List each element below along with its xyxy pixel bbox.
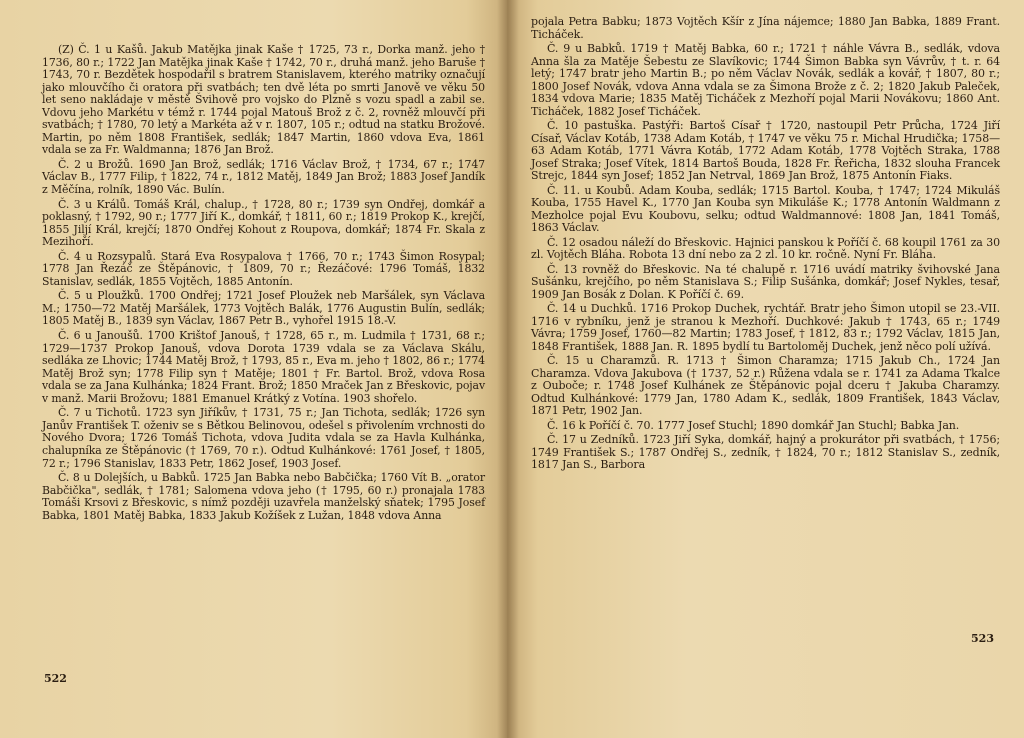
paragraph-house-1: (Z) Č. 1 u Kašů. Jakub Matějka jinak Kaše † 1725, 73 r., Dorka manž. jeho † 1736, 80 r.; 1722 Jan Matějka jinak Kaše † 1742, 70 r., druhá manž. jeho Baruše † 1743, 70 r. Bezdětek hospodařil s bratrem Stanislavem, kterého matriky označují jako mlouvčího či oratora při svatbách; ten dvě léta po smrti Janově ve věku 50 let seno nakládaje v městě Švihově pro vojsko do Plzně s vozu spadl a zabil se. Vdovu jeho Markétu v témž r. 1744 pojal Matouš Brož z č. 2, rovněž mlouvčí při svatbách; † 1780, 70 letý a Markéta až v r. 1807, 105 r.; odtud na statku Brožové. Martin, po něm 1808 František, sedlák; 1847 Martin, 1860 vdova Eva, 1861 vdala se za Fr. Waldmanna; 1876 Jan Brož. [42, 43, 485, 157]
paragraph-house-7: Č. 7 u Tichotů. 1723 syn Jiříkův, † 1731, 75 r.; Jan Tichota, sedlák; 1726 syn Janův František T. oženiv se s Bětkou Belinovou, odešel s přivolením vrchnosti do Nového Dvora; 1726 Tomáš Tichota, vdova Judita vdala se za Havla Kulhánka, chalupníka ze Štěpánovic († 1769, 70 r.). Odtud Kulhánkové: 1761 Josef, † 1805, 72 r.; 1796 Stanislav, 1833 Petr, 1862 Josef, 1903 Josef. [42, 406, 485, 470]
paragraph-house-16: Č. 16 k Poříčí č. 70. 1777 Josef Stuchl; 1890 domkář Jan Stuchl; Babka Jan. [547, 418, 960, 432]
paragraph-house-3: Č. 3 u Králů. Tomáš Král, chalup., † 1728, 80 r.; 1739 syn Ondřej, domkář a poklasný, † 1792, 90 r.; 1777 Jiří K., domkář, † 1811, 60 r.; 1819 Prokop K., krejčí, 1855 Jiljí Král, krejčí; 1870 Ondřej Kohout z Roupova, domkář; 1874 Fr. Skala z Mezihoří. [42, 197, 485, 249]
paragraph-house-12: Č. 12 osadou náleží do Břeskovic. Hajnici panskou k Poříčí č. 68 koupil 1761 za 30 zl. Vojtěch Bláha. Robota 13 dní nebo za 2 zl. 10 kr. ročně. Nyní Fr. Bláha. [531, 235, 1000, 261]
paragraph-house-17: Č. 17 u Zedníků. 1723 Jiří Syka, domkář, hajný a prokurátor při svatbách, † 1756; 1749 František S.; 1787 Ondřej S., zedník, † 1824, 70 r.; 1812 Stanislav S., zedník, 1817 Jan S., Barbora [531, 433, 1000, 471]
left-page [0, 0, 507, 738]
page-number-right: 523 [971, 632, 994, 645]
paragraph-house-13: Č. 13 rovněž do Břeskovic. Na té chalupě r. 1716 uvádí matriky švihovské Jana Sušánku, krejčího, po něm Stanislava S.; Filip Sušánka, domkář; Josef Nykles, tesař, 1909 Jan Bosák z Dolan. K Poříčí č. 69. [531, 262, 1000, 301]
paragraph-house-4: Č. 4 u Rozsypalů. Stará Eva Rosypalova † 1766, 70 r.; 1743 Šimon Rosypal; 1778 Jan Řezáč ze Štěpánovic, † 1809, 70 r.; Řezáčové: 1796 Tomáš, 1832 Stanislav, sedlák, 1855 Vojtěch, 1885 Antonín. [42, 249, 485, 288]
paragraph-continuation: pojala Petra Babku; 1873 Vojtěch Kšír z Jína nájemce; 1880 Jan Babka, 1889 Frant. Ticháček. [531, 15, 1000, 41]
paragraph-house-14: Č. 14 u Duchků. 1716 Prokop Duchek, rychtář. Bratr jeho Šimon utopil se 23.-VII. 1716 v rybníku, jenž je stranou k Mezhoří. Duchkové: Jakub † 1743, 65 r.; 1749 Vávra; 1759 Josef, 1760—82 Martin; 1783 Josef, † 1812, 83 r.; 1792 Václav, 1815 Jan, 1848 František, 1888 Jan. R. 1895 bydlí tu Bartoloměj Duchek, jenž něco polí užívá. [531, 302, 1000, 353]
paragraph-house-8: Č. 8 u Dolejších, u Babků. 1725 Jan Babka nebo Babčička; 1760 Vít B. „orator Babčička", sedlák, † 1781; Salomena vdova jeho († 1795, 60 r.) pronajala 1783 Tomáši Krsovi z Břeskovic, s nímž později uzavřela manželský sňatek; 1795 Josef Babka, 1801 Matěj Babka, 1833 Jakub Kožíšek z Lužan, 1848 vdova Anna [42, 471, 485, 522]
paragraph-house-5: Č. 5 u Ploužků. 1700 Ondřej; 1721 Josef Ploužek neb Maršálek, syn Václava M.; 1750—72 Matěj Maršálek, 1773 Vojtěch Balák, 1776 Augustin Bulín, sedlák; 1805 Matěj B., 1839 syn Václav, 1867 Petr B., vyhořel 1915 18.-V. [42, 289, 485, 328]
paragraph-house-9: Č. 9 u Babků. 1719 † Matěj Babka, 60 r.; 1721 † náhle Vávra B., sedlák, vdova Anna šla za Matěje Šebestu ze Slavíkovic; 1744 Šimon Babka syn Vávrův, † t. r. 64 letý; 1747 bratr jeho Martin B.; po něm Václav Novák, sedlák a kovář, † 1807, 80 r.; 1800 Josef Novák, vdova Anna vdala se za Šimona Brože z č. 2; 1820 Jakub Paleček, 1834 vdova Marie; 1835 Matěj Ticháček z Mezhoří pojal Marii Novákovu; 1860 Ant. Ticháček, 1882 Josef Ticháček. [531, 42, 1000, 118]
paragraph-house-11: Č. 11. u Koubů. Adam Kouba, sedlák; 1715 Bartol. Kouba, † 1747; 1724 Mikuláš Kouba, 1755 Havel K., 1770 Jan Kouba syn Mikuláše K.; 1778 Antonín Waldmann z Mezholce pojal Evu Koubovu, selku; odtud Waldmannové: 1808 Jan, 1841 Tomáš, 1863 Václav. [531, 183, 1000, 234]
paragraph-house-6: Č. 6 u Janoušů. 1700 Krištof Janouš, † 1728, 65 r., m. Ludmila † 1731, 68 r.; 1729—1737 Prokop Janouš, vdova Dorota 1739 vdala se za Václava Skálu, sedláka ze Lhovic; 1744 Matěj Brož, † 1793, 85 r., Eva m. jeho † 1802, 86 r.; 1774 Matěj Brož syn; 1778 Filip syn † Matěje; 1801 † Fr. Bartol. Brož, vdova Rosa vdala se za Jana Kulhánka; 1824 Frant. Brož; 1850 Mraček Jan z Břeskovic, pojav v manž. Marii Brožovu; 1881 Emanuel Krátký z Votína. 1903 shořelo. [42, 329, 485, 405]
page-number-left: 522 [44, 672, 67, 685]
paragraph-house-2: Č. 2 u Brožů. 1690 Jan Brož, sedlák; 1716 Václav Brož, † 1734, 67 r.; 1747 Václav B., 1777 Filip, † 1822, 74 r., 1812 Matěj, 1849 Jan Brož; 1883 Josef Jandík z Měčína, rolník, 1890 Vác. Bulín. [42, 157, 485, 197]
right-page [507, 0, 1024, 738]
paragraph-house-15: Č. 15 u Charamzů. R. 1713 † Šimon Charamza; 1715 Jakub Ch., 1724 Jan Charamza. Vdova Jakubova († 1737, 52 r.) Růžena vdala se r. 1741 za Adama Tkalce z Ouboče; r. 1748 Josef Kulhánek ze Štěpánovic pojal dceru † Jakuba Charamzy. Odtud Kulhánkové: 1779 Jan, 1780 Adam K., sedlák, 1809 František, 1843 Václav, 1871 Petr, 1902 Jan. [531, 354, 1000, 417]
paragraph-house-10: Č. 10 pastuška. Pastýři: Bartoš Císař † 1720, nastoupil Petr Průcha, 1724 Jiří Císař, Václav Kotáb, 1738 Adam Kotáb, † 1747 ve věku 75 r. Michal Hrudička; 1758—63 Adam Kotáb, 1771 Vávra Kotáb, 1772 Adam Kotáb, 1778 Vojtěch Straka, 1788 Josef Straka; Josef Vítek, 1814 Bartoš Bouda, 1828 Fr. Řeřicha, 1832 slouha Francek Strejc, 1844 syn Josef; 1852 Jan Netrval, 1869 Jan Brož, 1875 Antonín Fiaks. [531, 119, 1000, 182]
